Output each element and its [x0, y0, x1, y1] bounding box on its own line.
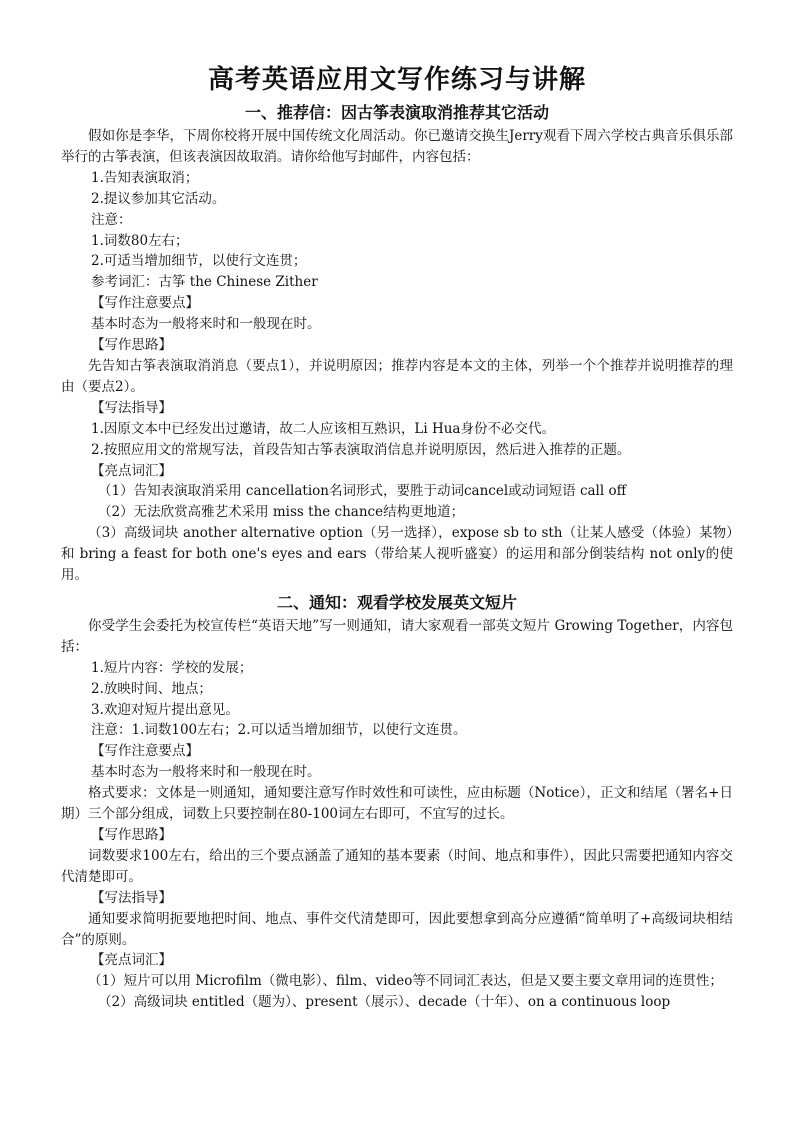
section-1-note-2: 2.可适当增加细节，以使行文连贯； — [91, 253, 307, 270]
section-2-heading-highlight: 【亮点词汇】 — [91, 952, 172, 969]
section-2-format-text: 格式要求：文体是一则通知，通知要注意写作时效性和可读性，应由标题（Notice），正文和结尾（署名+日期）三个部分组成，词数上只要控制在80-100词左右即可，不宜写的过长。 — [61, 785, 733, 823]
page-title: 高考英语应用文写作练习与讲解 — [207, 65, 586, 95]
section-1-note-label: 注意： — [91, 211, 132, 228]
section-2-highlight-1: （1）短片可以用 Microfilm（微电影）、film、video等不同词汇表达，但是又要主要文章用词的连贯性； — [88, 973, 723, 990]
section-1-item-2: 2.提议参加其它活动。 — [91, 190, 226, 207]
section-1-note-1: 1.词数80左右； — [91, 232, 189, 249]
section-2-item-1: 1.短片内容：学校的发展； — [91, 659, 253, 676]
section-1-thinking-text: 先告知古筝表演取消消息（要点1），并说明原因；推荐内容是本文的主体，列举一个个推荐并说明推荐的理由（要点2）。 — [61, 357, 733, 395]
section-2-heading: 二、通知：观看学校发展英文短片 — [276, 592, 517, 612]
section-2-item-2: 2.放映时间、地点； — [91, 680, 212, 697]
section-1-highlight-3: （3）高级词块 another alternative option（另一选择），expose sb to sth（让某人感受（体验）某物）和 bring a feast for both one's eyes and ears（带给某人视听盛宴）的运用和部分倒装结构 not only的使用。 — [61, 525, 733, 584]
section-1-guide-2: 2.按照应用文的常规写法，首段告知古筝表演取消信息并说明原因，然后进入推荐的正题。 — [91, 441, 631, 458]
section-2-heading-points: 【写作注意要点】 — [91, 743, 199, 760]
section-1-item-1: 1.告知表演取消； — [91, 169, 199, 186]
section-1-points-text: 基本时态为一般将来时和一般现在时。 — [91, 316, 321, 333]
section-2-thinking-text: 词数要求100左右，给出的三个要点涵盖了通知的基本要素（时间、地点和事件），因此只需要把通知内容交代清楚即可。 — [61, 847, 733, 885]
section-2-prompt: 你受学生会委托为校宣传栏“英语天地”写一则通知，请大家观看一部英文短片 Growing Together，内容包括： — [61, 617, 733, 655]
section-2-heading-guide: 【写法指导】 — [91, 889, 172, 906]
section-2-points-text: 基本时态为一般将来时和一般现在时。 — [91, 764, 321, 781]
section-2-note: 注意：1.词数100左右；2.可以适当增加细节，以使行文连贯。 — [91, 722, 467, 739]
section-1-highlight-2: （2）无法欣赏高雅艺术采用 miss the chance结构更地道； — [98, 504, 465, 521]
section-1-heading-points: 【写作注意要点】 — [91, 295, 199, 312]
document-page — [61, 60, 733, 1013]
section-1-highlight-1: （1）告知表演取消采用 cancellation名词形式，要胜于动词cancel或动词短语 call off — [98, 483, 627, 500]
section-1-heading-thinking: 【写作思路】 — [91, 337, 172, 354]
section-1-heading: 一、推荐信：因古筝表演取消推荐其它活动 — [244, 103, 549, 122]
section-2-guide-text: 通知要求简明扼要地把时间、地点、事件交代清楚即可，因此要想拿到高分应遵循“简单明了+高级词块相结合”的原则。 — [61, 910, 733, 948]
section-1-heading-highlight: 【亮点词汇】 — [91, 462, 172, 479]
section-2-item-3: 3.欢迎对短片提出意见。 — [91, 701, 239, 718]
section-1-vocab: 参考词汇：古筝 the Chinese Zither — [91, 274, 318, 291]
section-2-highlight-2: （2）高级词块 entitled（题为）、present（展示）、decade（十年）、on a continuous loop — [98, 994, 671, 1011]
section-1-heading-guide: 【写法指导】 — [91, 399, 172, 416]
section-2-heading-thinking: 【写作思路】 — [91, 827, 172, 843]
section-1-prompt: 假如你是李华，下周你校将开展中国传统文化周活动。你已邀请交换生Jerry观看下周六学校古典音乐俱乐部举行的古筝表演，但该表演因故取消。请你给他写封邮件，内容包括： — [61, 128, 733, 165]
section-1-guide-1: 1.因原文本中已经发出过邀请，故二人应该相互熟识，Li Hua身份不必交代。 — [91, 420, 555, 437]
